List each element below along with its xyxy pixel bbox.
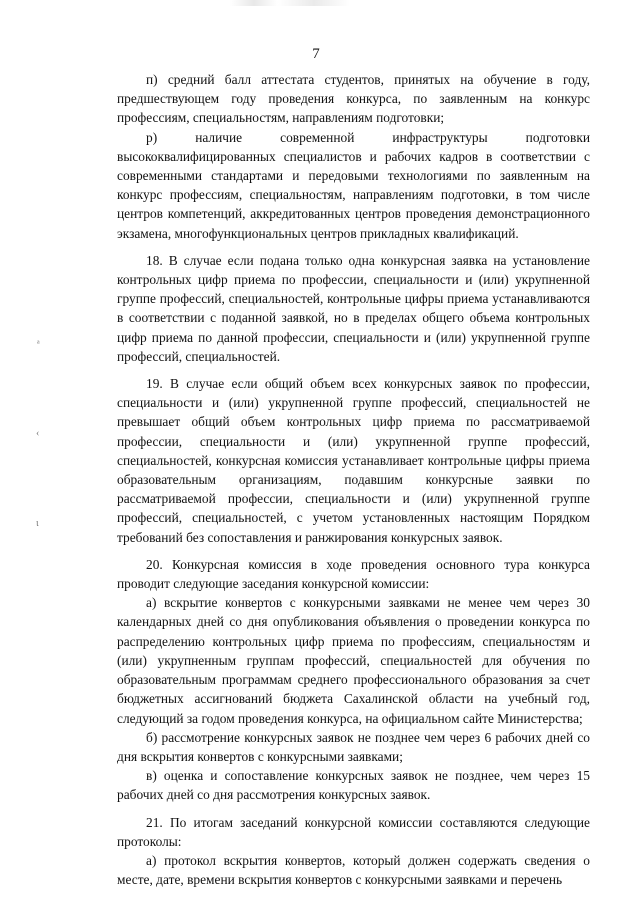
paragraph-20b: б) рассмотрение конкурсных заявок не позднее чем через 6 рабочих дней со дня вскрытия конвертов с конкурсными заявками; — [117, 729, 590, 764]
paragraph-19: 19. В случае если общий объем всех конкурсных заявок по профессии, специальности и (или) укрупненной группе профессий, специальностей не превышает общий объем контрольных цифр приема по рассматриваемой профессии, специальности и (или) укрупненной группе профессий, специальностей, конкурсная комиссия устанавливает контрольные цифры приема образовательным организациям, подавшим конкурсные заявки по рассматриваемой профессии, специальности и (или) укрупненной группе профессий, специальностей, с учетом установленных настоящим Порядком требований без сопоставления и ранжирования конкурсных заявок. — [117, 376, 590, 545]
margin-speck: ‹ — [36, 428, 40, 439]
margin-speck: ᵃ — [37, 338, 40, 349]
document-body — [117, 70, 590, 889]
paragraph-18: 18. В случае если подана только одна конкурсная заявка на установление контрольных цифр приема по профессии, специальности и (или) укрупненной группе профессий, специальностей, контрольные цифры приема устанавливаются в соответствии с поданной заявкой, но в пределах общего объема контрольных цифр приема по данной профессии, специальности и (или) укрупненной группе профессий, специальностей. — [117, 252, 590, 364]
paragraph-20a: а) вскрытие конвертов с конкурсными заявками не менее чем через 30 календарных дней со дня опубликования объявления о проведении конкурса по распределению контрольных цифр приема по профессиям, специальностям и (или) укрупненным группам профессий, специальностей для обучения по образовательным программам среднего профессионального образования за счет бюджетных ассигнований бюджета Сахалинской области на учебный год, следующий за годом проведения конкурса, на официальном сайте Министерства; — [117, 595, 590, 726]
paragraph-20: 20. Конкурсная комиссия в ходе проведения основного тура конкурса проводит следующие заседания конкурсной комиссии: — [117, 556, 590, 592]
paragraph-20v: в) оценка и сопоставление конкурсных заявок не позднее, чем через 15 рабочих дней со дня рассмотрения конкурсных заявок. — [117, 768, 590, 803]
margin-speck: ι — [36, 518, 39, 529]
paragraph-21a: а) протокол вскрытия конвертов, который должен содержать сведения о месте, дате, времени вскрытия конвертов с конкурсными заявками и перечень — [117, 852, 590, 888]
scan-artifact — [230, 0, 350, 6]
page-number: 7 — [312, 46, 320, 62]
paragraph-21: 21. По итогам заседаний конкурсной комиссии составляются следующие протоколы: — [117, 814, 590, 849]
paragraph-r: р) наличие современной инфраструктуры подготовки высококвалифицированных специалистов и рабочих кадров в соответствии с современными стандартами и передовыми технологиями по заявленным на конкурс профессиям, специальностям, направлениям подготовки, в том числе центров компетенций, аккредитованных центров проведения демонстрационного экзамена, многофункциональных центров прикладных квалификаций. — [117, 129, 590, 241]
paragraph-p: п) средний балл аттестата студентов, принятых на обучение в году, предшествующем году проведения конкурса, по заявленным на конкурс профессиям, специальностям, направлениям подготовки; — [117, 72, 590, 126]
